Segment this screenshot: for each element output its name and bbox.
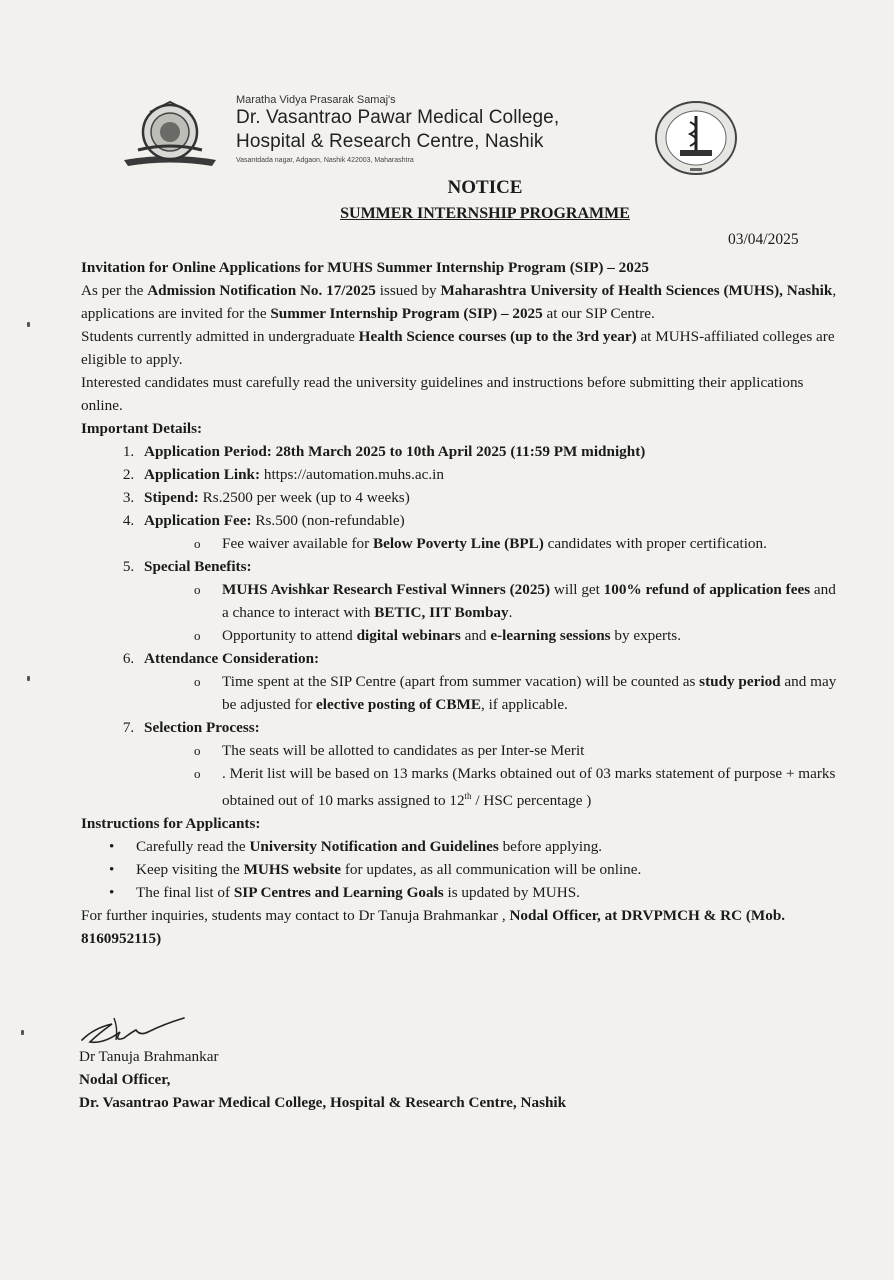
instruction-item <box>136 835 841 858</box>
signatory-institution: Dr. Vasantrao Pawar Medical College, Hospital & Research Centre, Nashik <box>79 1094 567 1111</box>
program-name: Summer Internship Program (SIP) – 2025 <box>270 305 543 322</box>
selection-sublist <box>144 739 841 812</box>
text: will get <box>550 581 604 598</box>
text: SIP Centres and Learning Goals <box>233 884 444 902</box>
detail-attendance <box>138 647 841 716</box>
instructions-list <box>81 835 841 904</box>
benefits-sublist <box>144 578 841 647</box>
text: MUHS Avishkar Research Festival Winners (2025) <box>222 581 551 598</box>
attendance-item <box>194 670 841 716</box>
fee-sublist <box>144 532 841 555</box>
text: , if applicable. <box>480 696 568 713</box>
invitation-heading: Invitation for Online Applications for MUHS Summer Internship Program (SIP) – 2025 <box>81 259 650 276</box>
instruction-item <box>136 881 841 904</box>
text: 100% refund of application fees <box>603 581 811 598</box>
text: Fee waiver available for <box>222 535 373 552</box>
text: Students currently admitted in undergraduate <box>81 328 359 345</box>
important-details-heading: Important Details: <box>81 420 203 437</box>
signature-block <box>79 1045 566 1114</box>
text: and may be adjusted for <box>222 673 837 713</box>
programme-title: SUMMER INTERNSHIP PROGRAMME <box>340 205 630 222</box>
detail-application-period <box>138 440 841 463</box>
text: Time spent at the SIP Centre (apart from summer vacation) will be counted as <box>222 673 700 690</box>
society-name: Maratha Vidya Prasarak Samaj's <box>236 94 396 106</box>
text: digital webinars <box>356 627 461 644</box>
text: For further inquiries, students may contact to Dr Tanuja Brahmankar , <box>81 907 510 925</box>
text: . Merit list will be based on 13 marks (Marks obtained out of 03 marks statement of purpose + marks obtained out of 10 marks assigned to 12 <box>222 765 836 810</box>
text: Keep visiting the <box>136 861 244 879</box>
text: The final list of <box>136 884 234 902</box>
text: / HSC percentage ) <box>471 792 592 810</box>
signatory-name: Dr Tanuja Brahmankar <box>79 1048 219 1065</box>
eligible-courses: Health Science courses (up to the 3rd year) <box>358 328 637 345</box>
label: Selection Process: <box>144 719 260 736</box>
scan-mark <box>27 322 30 327</box>
text: and <box>460 627 491 644</box>
scan-mark <box>21 1030 24 1035</box>
instruction-item <box>136 858 841 881</box>
text: study period <box>699 673 781 690</box>
text: for updates, as all communication will be online. <box>341 861 642 879</box>
text: As per the <box>81 282 148 299</box>
text: at our SIP Centre. <box>542 305 655 322</box>
detail-selection <box>138 716 841 812</box>
text: , applications are invited for the <box>81 282 837 322</box>
text: MUHS website <box>243 861 342 879</box>
detail-stipend <box>138 486 841 509</box>
college-seal-logo <box>650 100 742 180</box>
text: at MUHS-affiliated colleges are eligible to apply. <box>81 328 835 368</box>
label: Application Link: <box>144 466 261 483</box>
society-emblem-logo <box>120 98 220 168</box>
text: elective posting of CBME <box>316 696 481 713</box>
fee-waiver-item <box>194 532 841 555</box>
application-period: Application Period: 28th March 2025 to 10th April 2025 (11:59 PM midnight) <box>144 443 646 460</box>
benefit-webinars <box>194 624 841 647</box>
notice-title: NOTICE <box>447 177 523 198</box>
stipend-value: Rs.2500 per week (up to 4 weeks) <box>198 489 410 506</box>
text: . <box>508 604 513 621</box>
contact-paragraph <box>81 904 841 950</box>
college-name-line1: Dr. Vasantrao Pawar Medical College, <box>236 107 560 128</box>
college-address: Vasantdada nagar, Adgaon, Nashik 422003, Maharashtra <box>236 157 414 164</box>
notification-number: Admission Notification No. 17/2025 <box>147 282 376 299</box>
bpl: Below Poverty Line (BPL) <box>372 535 544 552</box>
college-name-line2: Hospital & Research Centre, Nashik <box>236 131 544 152</box>
paragraph-eligibility <box>81 325 841 371</box>
text: by experts. <box>610 627 681 644</box>
letterhead <box>236 94 559 164</box>
text: is updated by MUHS. <box>443 884 580 902</box>
selection-item-merit: o The seats will be allotted to candidates as per Inter-se Merit <box>194 739 841 762</box>
text: issued by <box>375 282 441 299</box>
benefit-avishkar <box>194 578 841 624</box>
paragraph-admission <box>81 279 841 325</box>
notice-date: 03/04/2025 <box>728 231 799 248</box>
selection-item-marks <box>194 762 841 812</box>
text: before applying. <box>498 838 603 856</box>
application-link[interactable]: https://automation.muhs.ac.in <box>260 466 444 483</box>
text: Carefully read the <box>136 838 250 856</box>
label: Stipend: <box>144 489 199 506</box>
paragraph-guidelines: Interested candidates must carefully read the university guidelines and instructions before submitting their applications online. <box>81 374 804 414</box>
text: e-learning sessions <box>490 627 611 644</box>
detail-application-fee <box>138 509 841 555</box>
label: Attendance Consideration: <box>144 650 320 667</box>
text: Opportunity to attend <box>222 627 357 644</box>
detail-application-link <box>138 463 841 486</box>
text: BETIC, IIT Bombay <box>374 604 509 621</box>
label: Application Fee: <box>144 512 252 529</box>
superscript: th <box>464 791 472 801</box>
text: and a chance to interact with <box>222 581 836 621</box>
text: candidates with proper certification. <box>543 535 767 552</box>
scan-mark <box>27 676 30 681</box>
attendance-sublist <box>144 670 841 716</box>
detail-special-benefits <box>138 555 841 647</box>
contact-details: Nodal Officer, at DRVPMCH & RC (Mob. 8160952115) <box>81 907 786 948</box>
fee-value: Rs.500 (non-refundable) <box>251 512 405 529</box>
important-details-list <box>81 440 841 812</box>
notice-body <box>81 256 841 950</box>
label: Special Benefits: <box>144 558 252 575</box>
instructions-heading: Instructions for Applicants: <box>81 815 261 833</box>
text: University Notification and Guidelines <box>249 838 499 856</box>
signatory-designation: Nodal Officer, <box>79 1071 171 1088</box>
university-name: Maharashtra University of Health Sciences (MUHS), Nashik <box>440 282 833 299</box>
